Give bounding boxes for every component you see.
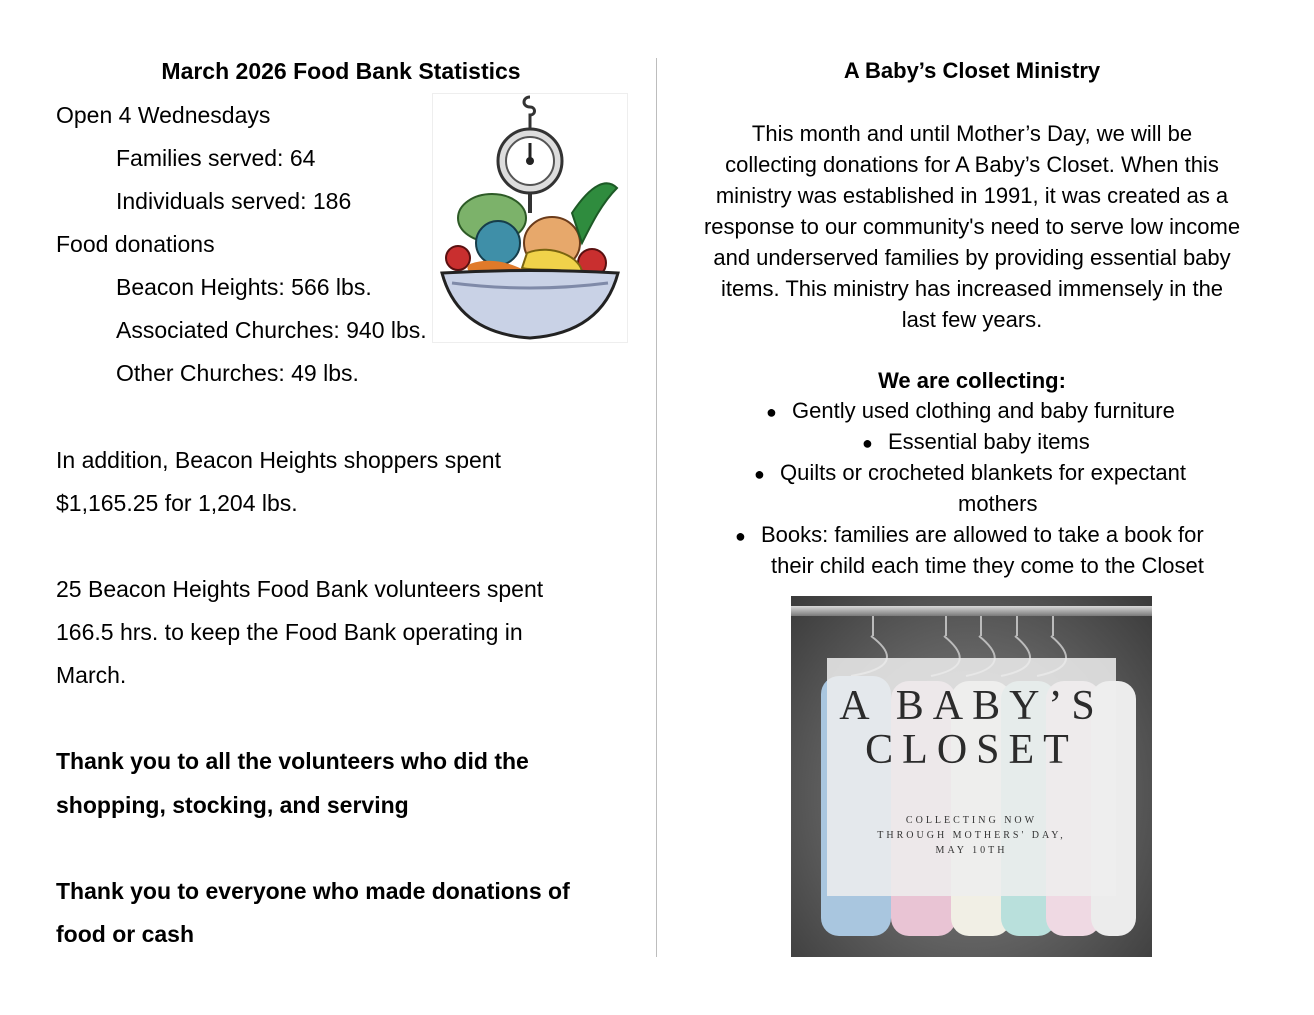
open-days: Open 4 Wednesdays <box>56 102 271 128</box>
shoppers-line-2: $1,165.25 for 1,204 lbs. <box>56 490 298 516</box>
thanks-volunteers-line-1: Thank you to all the volunteers who did the <box>56 748 529 774</box>
intro-line-4: response to our community's need to serve low income <box>703 214 1241 239</box>
shoppers-line-1: In addition, Beacon Heights shoppers spent <box>56 447 501 473</box>
collecting-item <box>754 457 1186 490</box>
thanks-volunteers-line-2: shopping, stocking, and serving <box>56 792 409 818</box>
associated-churches-donation: Associated Churches: 940 lbs. <box>116 317 427 343</box>
food-bank-title: March 2026 Food Bank Statistics <box>161 58 521 84</box>
families-served: Families served: 64 <box>116 145 316 171</box>
beacon-heights-donation: Beacon Heights: 566 lbs. <box>116 274 372 300</box>
intro-line-1: This month and until Mother’s Day, we will be <box>751 121 1193 146</box>
thanks-donors-line-1: Thank you to everyone who made donations of <box>56 878 570 904</box>
poster-title-line-1: A BABY’S <box>839 683 1104 729</box>
babys-closet-title: A Baby’s Closet Ministry <box>843 58 1101 83</box>
intro-line-3: ministry was established in 1991, it was created as a <box>715 183 1229 208</box>
volunteers-line-2: 166.5 hrs. to keep the Food Bank operating in <box>56 619 523 645</box>
collecting-item <box>862 426 1090 459</box>
poster-subtitle-line-2: THROUGH MOTHERS' DAY, <box>877 830 1066 841</box>
collecting-item-text: Gently used clothing and baby furniture <box>792 398 1175 423</box>
collecting-item-continued: their child each time they come to the Closet <box>771 553 1204 578</box>
intro-line-2: collecting donations for A Baby’s Closet. When this <box>725 152 1219 177</box>
poster-title-line-2: CLOSET <box>865 727 1078 773</box>
bullet-dot: ● <box>735 526 746 546</box>
intro-line-5: and underserved families by providing essential baby <box>713 245 1231 270</box>
intro-line-7: last few years. <box>901 307 1043 332</box>
other-churches-donation: Other Churches: 49 lbs. <box>116 360 359 386</box>
bullet-dot: ● <box>862 433 873 453</box>
collecting-item-text: Books: families are allowed to take a book for <box>761 522 1204 547</box>
produce-scale-illustration <box>432 93 628 343</box>
volunteers-line-1: 25 Beacon Heights Food Bank volunteers spent <box>56 576 544 602</box>
individuals-served: Individuals served: 186 <box>116 188 352 214</box>
food-donations-heading: Food donations <box>56 231 215 257</box>
collecting-item <box>766 395 1175 428</box>
bullet-dot: ● <box>754 464 765 484</box>
collecting-item-text: Essential baby items <box>888 429 1090 454</box>
thanks-donors-line-2: food or cash <box>56 921 195 947</box>
intro-line-6: items. This ministry has increased immensely in the <box>720 276 1224 301</box>
poster-subtitle-line-3: MAY 10TH <box>935 845 1008 856</box>
volunteers-line-3: March. <box>56 662 127 688</box>
babys-closet-poster <box>791 596 1152 957</box>
poster-subtitle-line-1: COLLECTING NOW <box>905 815 1038 826</box>
collecting-heading: We are collecting: <box>878 368 1066 393</box>
collecting-item-continued: mothers <box>958 491 1038 516</box>
column-divider <box>656 58 657 957</box>
collecting-item <box>735 519 1204 552</box>
collecting-item-text: Quilts or crocheted blankets for expectant <box>780 460 1186 485</box>
bullet-dot: ● <box>766 402 777 422</box>
